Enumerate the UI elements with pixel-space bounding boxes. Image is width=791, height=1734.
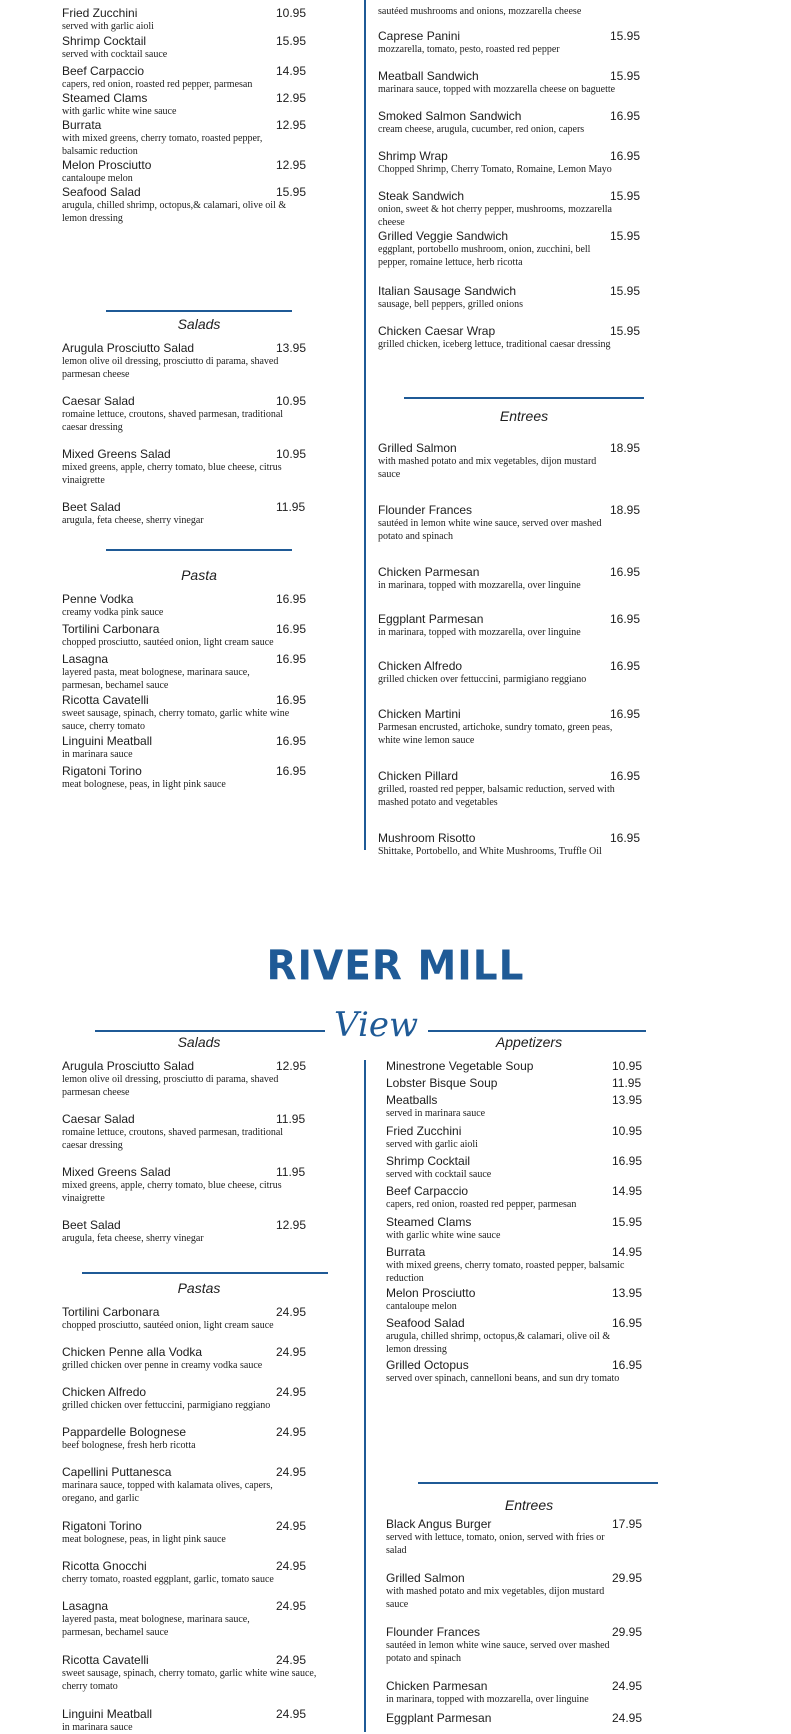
item-description: oregano, and garlic (62, 1493, 139, 1504)
item-description: served with garlic aioli (62, 21, 154, 32)
item-name: Burrata (62, 118, 102, 132)
item-description: lemon olive oil dressing, prosciutto di parama, shaved (62, 1074, 279, 1085)
item-price: 16.95 (276, 592, 307, 606)
item-price: 10.95 (612, 1059, 643, 1073)
item-name: Rigatoni Torino (62, 764, 142, 778)
salads-heading: Salads (177, 1034, 221, 1050)
item-description: parmesan, bechamel sauce (62, 1627, 169, 1638)
item-description: capers, red onion, roasted red pepper, parmesan (386, 1199, 577, 1210)
item-price: 13.95 (612, 1286, 643, 1300)
item-name: Flounder Frances (378, 503, 473, 517)
item-description: in marinara, topped with mozzarella, over linguine (378, 580, 581, 591)
item-description: sauce (378, 469, 401, 480)
divider (82, 1272, 328, 1274)
item-description: balsamic reduction (62, 146, 138, 157)
item-name: Ricotta Cavatelli (62, 1653, 149, 1667)
item-description: in marinara sauce (62, 749, 133, 760)
item-price: 14.95 (612, 1245, 643, 1259)
item-name: Chicken Alfredo (378, 659, 463, 673)
item-description: sausage, bell peppers, grilled onions (378, 299, 523, 310)
item-name: Lasagna (62, 1599, 109, 1613)
item-description: served with lettuce, tomato, onion, served with fries or (386, 1532, 605, 1543)
item-description: meat bolognese, peas, in light pink sauce (62, 1534, 226, 1545)
item-name: Melon Prosciutto (386, 1286, 476, 1300)
item-name: Grilled Veggie Sandwich (378, 229, 509, 243)
item-description: potato and spinach (378, 531, 453, 542)
item-description: grilled, roasted red pepper, balsamic reduction, served with (378, 784, 615, 795)
item-description: lemon dressing (62, 213, 123, 224)
item-price: 24.95 (276, 1599, 307, 1613)
item-price: 15.95 (610, 324, 641, 338)
item-description: served in marinara sauce (386, 1108, 486, 1119)
menu-item (62, 1425, 336, 1452)
item-price: 24.95 (612, 1679, 643, 1693)
menu-item (386, 1679, 672, 1706)
column-divider (364, 0, 366, 850)
item-description: grilled chicken over fettuccini, parmigiano reggiano (62, 1400, 271, 1411)
item-name: Smoked Salmon Sandwich (378, 109, 522, 123)
item-description: sweet sausage, spinach, cherry tomato, garlic white wine sauce, (62, 1668, 317, 1679)
item-name: Chicken Parmesan (386, 1679, 488, 1693)
item-name: Beef Carpaccio (62, 64, 145, 78)
item-name: Capellini Puttanesca (62, 1465, 172, 1479)
item-price: 14.95 (276, 64, 307, 78)
item-price: 15.95 (610, 284, 641, 298)
item-name: Chicken Alfredo (62, 1385, 147, 1399)
menu-item (386, 1215, 672, 1242)
item-name: Minestrone Vegetable Soup (386, 1059, 534, 1073)
item-description: with garlic white wine sauce (62, 106, 177, 117)
item-description: in marinara sauce (62, 1722, 133, 1733)
item-description: served with garlic aioli (386, 1139, 478, 1150)
item-price: 16.95 (276, 652, 307, 666)
item-price: 16.95 (610, 707, 641, 721)
item-name: Fried Zucchini (62, 6, 138, 20)
item-name: Arugula Prosciutto Salad (62, 1059, 195, 1073)
item-description: layered pasta, meat bolognese, marinara sauce, (62, 667, 250, 678)
item-price: 16.95 (610, 769, 641, 783)
item-description: sautéed mushrooms and onions, mozzarella cheese (378, 6, 582, 17)
item-name: Tortilini Carbonara (62, 622, 160, 636)
item-price: 15.95 (276, 185, 307, 199)
item-description: beef bolognese, fresh herb ricotta (62, 1440, 196, 1451)
item-description: creamy vodka pink sauce (62, 607, 164, 618)
divider (418, 1482, 658, 1484)
item-description: mixed greens, apple, cherry tomato, blue cheese, citrus (62, 462, 282, 473)
item-price: 12.95 (276, 1059, 307, 1073)
item-price: 15.95 (610, 69, 641, 83)
item-price: 10.95 (276, 6, 307, 20)
menu-item (62, 1305, 336, 1332)
item-price: 24.95 (276, 1519, 307, 1533)
item-description: with mashed potato and mix vegetables, dijon mustard (378, 456, 597, 467)
item-description: arugula, feta cheese, sherry vinegar (62, 1233, 204, 1244)
item-name: Meatballs (386, 1093, 438, 1107)
item-price: 16.95 (276, 734, 307, 748)
menu-item (386, 1093, 672, 1120)
item-price: 24.95 (276, 1465, 307, 1479)
item-description: onion, sweet & hot cherry pepper, mushrooms, mozzarella (378, 204, 612, 215)
item-description: with mashed potato and mix vegetables, dijon mustard (386, 1586, 605, 1597)
column-divider (364, 1060, 366, 1732)
item-description: served with cocktail sauce (62, 49, 168, 60)
item-price: 14.95 (612, 1184, 643, 1198)
item-name: Burrata (386, 1245, 426, 1259)
item-price: 11.95 (276, 1112, 306, 1126)
item-price: 16.95 (276, 622, 307, 636)
menu-item (386, 1245, 672, 1285)
item-name: Chicken Caesar Wrap (378, 324, 496, 338)
item-description: cantaloupe melon (386, 1301, 457, 1312)
salads-heading: Salads (177, 316, 221, 332)
item-description: in marinara, topped with mozzarella, over linguine (386, 1694, 589, 1705)
item-name: Steamed Clams (62, 91, 148, 105)
item-description: vinaigrette (62, 475, 105, 486)
item-price: 11.95 (612, 1076, 642, 1090)
item-description: sautéed in lemon white wine sauce, served over mashed (386, 1640, 610, 1651)
item-description: cheese (378, 217, 405, 228)
item-price: 24.95 (276, 1707, 307, 1721)
item-description: salad (386, 1545, 407, 1556)
menu-item (386, 1625, 672, 1665)
menu-item (386, 1517, 672, 1557)
item-description: pepper, romaine lettuce, herb ricotta (378, 257, 523, 268)
item-price: 24.95 (276, 1425, 307, 1439)
item-price: 24.95 (612, 1711, 643, 1725)
item-price: 16.95 (610, 149, 641, 163)
item-description: chopped prosciutto, sautéed onion, light cream sauce (62, 1320, 274, 1331)
item-description: white wine lemon sauce (378, 735, 475, 746)
item-price: 15.95 (276, 34, 307, 48)
item-price: 16.95 (610, 565, 641, 579)
item-price: 10.95 (612, 1124, 643, 1138)
item-name: Steamed Clams (386, 1215, 472, 1229)
item-price: 12.95 (276, 1218, 307, 1232)
item-name: Mixed Greens Salad (62, 1165, 171, 1179)
item-name: Shrimp Cocktail (386, 1154, 471, 1168)
item-description: reduction (386, 1273, 424, 1284)
item-name: Grilled Salmon (378, 441, 457, 455)
item-description: parmesan cheese (62, 369, 130, 380)
item-name: Black Angus Burger (386, 1517, 492, 1531)
item-price: 12.95 (276, 91, 307, 105)
item-description: potato and spinach (386, 1653, 461, 1664)
item-name: Steak Sandwich (378, 189, 465, 203)
item-description: marinara sauce, topped with mozzarella cheese on baguette (378, 84, 616, 95)
item-description: with garlic white wine sauce (386, 1230, 501, 1241)
item-description: grilled chicken over penne in creamy vodka sauce (62, 1360, 263, 1371)
item-description: in marinara, topped with mozzarella, over linguine (378, 627, 581, 638)
item-name: Seafood Salad (386, 1316, 465, 1330)
item-description: with mixed greens, cherry tomato, roasted pepper, (62, 133, 263, 144)
item-price: 11.95 (276, 500, 306, 514)
menu-item (62, 1218, 336, 1245)
item-name: Shrimp Wrap (378, 149, 448, 163)
item-price: 15.95 (610, 189, 641, 203)
item-name: Beef Carpaccio (386, 1184, 469, 1198)
item-name: Caprese Panini (378, 29, 461, 43)
menu-item (386, 1124, 672, 1151)
menu-item (386, 1571, 672, 1611)
menu-item (62, 1059, 336, 1099)
item-description: grilled chicken over fettuccini, parmigiano reggiano (378, 674, 587, 685)
menu-item (62, 1465, 336, 1505)
item-name: Melon Prosciutto (62, 158, 152, 172)
item-description: with mixed greens, cherry tomato, roasted pepper, balsamic (386, 1260, 625, 1271)
item-description: parmesan cheese (62, 1087, 130, 1098)
item-price: 10.95 (276, 447, 307, 461)
item-description: mozzarella, tomato, pesto, roasted red pepper (378, 44, 560, 55)
item-price: 10.95 (276, 394, 307, 408)
item-price: 13.95 (276, 341, 307, 355)
menu-item (62, 1559, 336, 1586)
item-description: sweet sausage, spinach, cherry tomato, garlic white wine (62, 708, 290, 719)
item-price: 24.95 (276, 1345, 307, 1359)
item-description: sautéed in lemon white wine sauce, served over mashed (378, 518, 602, 529)
item-price: 16.95 (276, 693, 307, 707)
item-price: 16.95 (612, 1316, 643, 1330)
menu-item (386, 1358, 672, 1385)
page2-left-column (62, 0, 336, 1732)
entrees-heading: Entrees (504, 1497, 554, 1513)
item-description: romaine lettuce, croutons, shaved parmesan, traditional (62, 409, 284, 420)
item-description: capers, red onion, roasted red pepper, parmesan (62, 79, 253, 90)
item-description: lemon dressing (386, 1344, 447, 1355)
item-description: arugula, chilled shrimp, octopus,& calamari, olive oil & (386, 1331, 611, 1342)
appetizers-heading: Appetizers (495, 1034, 563, 1050)
item-name: Chicken Martini (378, 707, 461, 721)
item-description: marinara sauce, topped with kalamata olives, capers, (62, 1480, 273, 1491)
item-name: Chicken Parmesan (378, 565, 480, 579)
item-price: 16.95 (610, 612, 641, 626)
menu-item (62, 1519, 336, 1546)
item-description: caesar dressing (62, 1140, 123, 1151)
item-name: Caesar Salad (62, 1112, 135, 1126)
item-name: Grilled Salmon (386, 1571, 465, 1585)
item-price: 16.95 (612, 1154, 643, 1168)
item-description: caesar dressing (62, 422, 123, 433)
item-price: 29.95 (612, 1571, 643, 1585)
item-name: Italian Sausage Sandwich (378, 284, 517, 298)
item-name: Penne Vodka (62, 592, 134, 606)
item-price: 12.95 (276, 118, 307, 132)
item-description: mashed potato and vegetables (378, 797, 498, 808)
item-name: Chicken Penne alla Vodka (62, 1345, 203, 1359)
item-description: chopped prosciutto, sautéed onion, light cream sauce (62, 637, 274, 648)
menu-item (62, 1707, 336, 1734)
item-name: Pappardelle Bolognese (62, 1425, 187, 1439)
item-description: parmesan, bechamel sauce (62, 680, 169, 691)
menu-item (62, 1345, 336, 1372)
item-name: Ricotta Cavatelli (62, 693, 149, 707)
item-price: 16.95 (276, 764, 307, 778)
item-description: eggplant, portobello mushroom, onion, zucchini, bell (378, 244, 591, 255)
item-name: Arugula Prosciutto Salad (62, 341, 195, 355)
item-description: vinaigrette (62, 1193, 105, 1204)
item-name: Beet Salad (62, 500, 121, 514)
item-name: Seafood Salad (62, 185, 141, 199)
item-name: Lobster Bisque Soup (386, 1076, 498, 1090)
menu-item (386, 1059, 672, 1073)
item-price: 11.95 (276, 1165, 306, 1179)
brand-logo: RIVER MILL (266, 942, 525, 991)
item-price: 13.95 (612, 1093, 643, 1107)
item-description: mixed greens, apple, cherry tomato, blue cheese, citrus (62, 1180, 282, 1191)
pasta-heading: Pasta (181, 567, 217, 583)
item-description: sauce (386, 1599, 409, 1610)
menu-item (62, 1599, 336, 1639)
item-name: Fried Zucchini (386, 1124, 462, 1138)
item-price: 16.95 (610, 831, 641, 845)
item-description: layered pasta, meat bolognese, marinara sauce, (62, 1614, 250, 1625)
item-price: 15.95 (610, 229, 641, 243)
item-name: Beet Salad (62, 1218, 121, 1232)
item-name: Rigatoni Torino (62, 1519, 142, 1533)
item-price: 18.95 (610, 441, 641, 455)
item-description: Chopped Shrimp, Cherry Tomato, Romaine, Lemon Mayo (378, 164, 612, 175)
item-price: 24.95 (276, 1653, 307, 1667)
menu-item (62, 1653, 336, 1693)
item-name: Chicken Pillard (378, 769, 459, 783)
item-price: 18.95 (610, 503, 641, 517)
entrees-heading: Entrees (499, 408, 549, 424)
item-price: 12.95 (276, 158, 307, 172)
item-name: Eggplant Parmesan (378, 612, 484, 626)
item-description: arugula, chilled shrimp, octopus,& calamari, olive oil & (62, 200, 287, 211)
menu-item (62, 1165, 336, 1205)
item-description: grilled chicken, iceberg lettuce, traditional caesar dressing (378, 339, 611, 350)
item-price: 24.95 (276, 1385, 307, 1399)
item-name: Ricotta Gnocchi (62, 1559, 147, 1573)
menu-item (386, 1154, 672, 1181)
menu-item (386, 1184, 672, 1211)
item-price: 16.95 (612, 1358, 643, 1372)
item-description: sauce, cherry tomato (62, 721, 146, 732)
pastas-heading: Pastas (177, 1280, 221, 1296)
item-description: served over spinach, cannelloni beans, and sun dry tomato (386, 1373, 620, 1384)
item-price: 15.95 (612, 1215, 643, 1229)
menu-item (386, 1711, 672, 1725)
item-description: Parmesan encrusted, artichoke, sundry tomato, green peas, (378, 722, 613, 733)
item-name: Linguini Meatball (62, 734, 153, 748)
item-price: 15.95 (610, 29, 641, 43)
item-name: Mixed Greens Salad (62, 447, 171, 461)
item-description: lemon olive oil dressing, prosciutto di parama, shaved (62, 356, 279, 367)
menu-item (386, 1286, 672, 1313)
item-description: cream cheese, arugula, cucumber, red onion, capers (378, 124, 585, 135)
item-name: Eggplant Parmesan (386, 1711, 492, 1725)
item-price: 24.95 (276, 1305, 307, 1319)
item-description: cantaloupe melon (62, 173, 133, 184)
item-description: meat bolognese, peas, in light pink sauce (62, 779, 226, 790)
item-description: arugula, feta cheese, sherry vinegar (62, 515, 204, 526)
item-name: Tortilini Carbonara (62, 1305, 160, 1319)
item-description: cherry tomato (62, 1681, 118, 1692)
item-price: 24.95 (276, 1559, 307, 1573)
item-name: Meatball Sandwich (378, 69, 479, 83)
page2-right-column (386, 0, 672, 1732)
menu-item (386, 1316, 672, 1356)
item-name: Caesar Salad (62, 394, 135, 408)
item-description: cherry tomato, roasted eggplant, garlic, tomato sauce (62, 1574, 274, 1585)
item-price: 16.95 (610, 659, 641, 673)
item-price: 17.95 (612, 1517, 643, 1531)
item-description: served with cocktail sauce (386, 1169, 492, 1180)
menu-item (62, 1385, 336, 1412)
item-name: Shrimp Cocktail (62, 34, 147, 48)
item-price: 29.95 (612, 1625, 643, 1639)
item-name: Flounder Frances (386, 1625, 481, 1639)
item-name: Mushroom Risotto (378, 831, 476, 845)
menu-item (62, 1112, 336, 1152)
item-name: Linguini Meatball (62, 1707, 153, 1721)
menu-item (386, 1076, 672, 1090)
brand-script: View (334, 1005, 419, 1045)
item-name: Grilled Octopus (386, 1358, 469, 1372)
item-description: romaine lettuce, croutons, shaved parmesan, traditional (62, 1127, 284, 1138)
item-name: Lasagna (62, 652, 109, 666)
item-description: Shittake, Portobello, and White Mushrooms, Truffle Oil (378, 846, 602, 857)
item-price: 16.95 (610, 109, 641, 123)
